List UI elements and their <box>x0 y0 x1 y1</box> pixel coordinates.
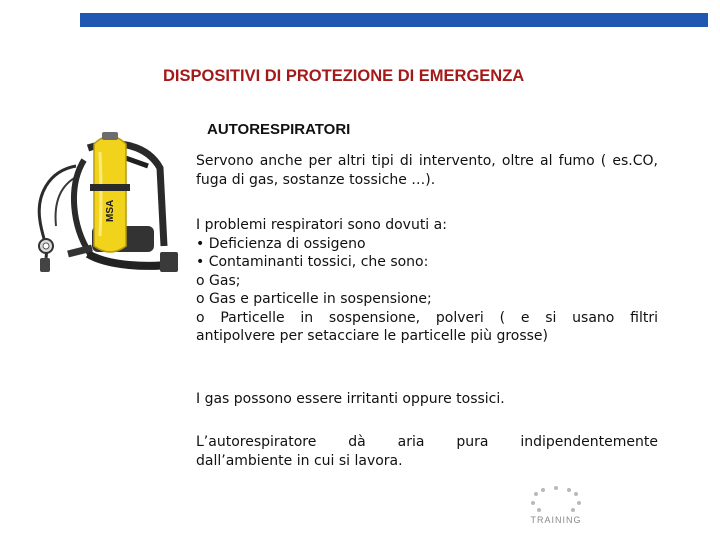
page-title: DISPOSITIVI DI PROTEZIONE DI EMERGENZA <box>163 67 525 85</box>
paragraph-usage: Servono anche per altri tipi di intervento, oltre al fumo ( es.CO, fuga di gas, sostanze tossiche …). <box>196 153 658 188</box>
cylinder-brand-label: MSA <box>105 199 116 222</box>
section-subtitle: AUTORESPIRATORI <box>207 121 351 138</box>
training-logo <box>520 484 592 532</box>
bullet-item: • Deficienza di ossigeno <box>196 235 366 252</box>
training-logo-label: TRAINING <box>530 515 582 525</box>
training-logo-dots <box>520 484 592 514</box>
sub-item: o Gas e particelle in sospensione; <box>196 291 432 307</box>
paragraph-respiratory-problems <box>196 216 658 346</box>
breathing-apparatus-image <box>28 126 180 284</box>
paragraph-air-supply <box>196 433 658 470</box>
text-line: L’autorespiratore dà aria pura indipendentemente <box>196 434 658 450</box>
text-line: I problemi respiratori sono dovuti a: <box>196 217 447 233</box>
header-bar <box>80 13 708 27</box>
paragraph-gases: I gas possono essere irritanti oppure tossici. <box>196 391 505 407</box>
sub-item: o Particelle in sospensione, polveri ( e si usano filtri <box>196 309 658 326</box>
sub-item: o Gas; <box>196 272 241 289</box>
text-line: dall’ambiente in cui si lavora. <box>196 452 403 469</box>
text-line: antipolvere per setacciare le particelle più grosse) <box>196 328 549 344</box>
bullet-item: • Contaminanti tossici, che sono: <box>196 254 429 270</box>
